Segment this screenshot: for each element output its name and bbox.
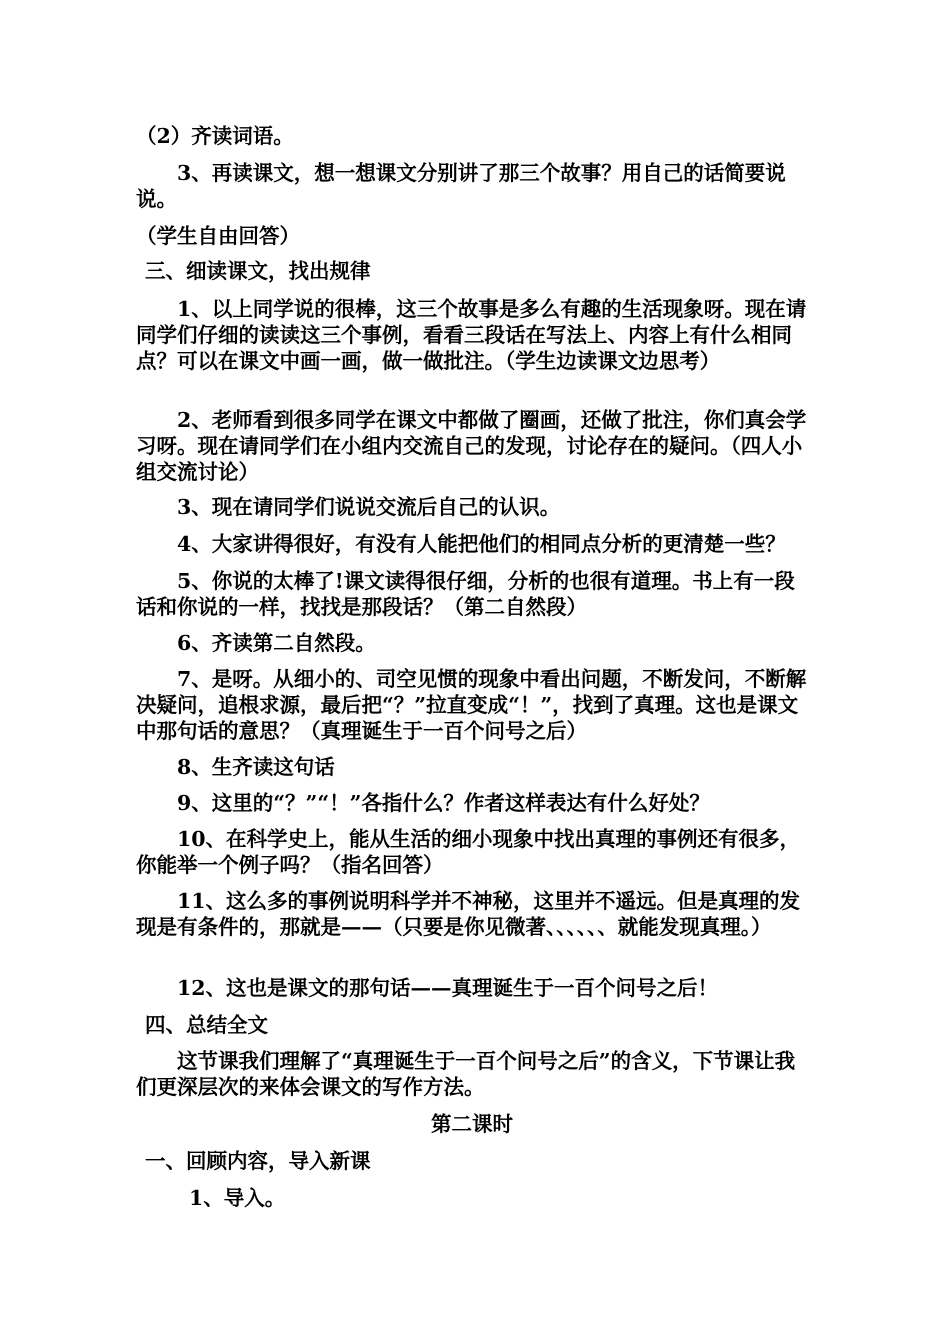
paragraph-intro: 1、导入。 xyxy=(189,1186,286,1210)
paragraph-step-6: 6、齐读第二自然段。 xyxy=(177,631,376,655)
paragraph-summary: 这节课我们理解了“真理诞生于一百个问号之后”的含义，下节课让我们更深层次的来体会课文的写作方法。 xyxy=(136,1049,796,1099)
paragraph-step-3: 3、现在请同学们说说交流后自己的认识。 xyxy=(177,495,561,519)
paragraph-step-2: 2、老师看到很多同学在课文中都做了圈画，还做了批注，你们真会学习呀。现在请同学们在小组内交流自己的发现，讨论存在的疑问。（四人小组交流讨论） xyxy=(136,408,807,484)
paragraph-step-8: 8、生齐读这句话 xyxy=(177,755,335,779)
paragraph-step-9: 9、这里的“？”“！”各指什么？作者这样表达有什么好处？ xyxy=(177,791,710,815)
section-heading-3: 三、细读课文，找出规律 xyxy=(145,259,371,283)
paragraph-recite-words: （2）齐读词语。 xyxy=(136,124,294,148)
paragraph-step-7: 7、是呀。从细小的、司空见惯的现象中看出问题，不断发问，不断解决疑问，追根求源，最后把“？”拉直变成“！”，找到了真理。这也是课文中那句话的意思？（真理诞生于一百个问号之后） xyxy=(136,667,807,743)
paragraph-step-1: 1、以上同学说的很棒，这三个故事是多么有趣的生活现象呀。现在请同学们仔细的读读这三个事例，看看三段话在写法上、内容上有什么相同点？可以在课文中画一画，做一做批注。（学生边读课文边思考） xyxy=(136,297,807,373)
paragraph-step-12: 12、这也是课文的那句话——真理诞生于一百个问号之后！ xyxy=(177,976,719,1000)
paragraph-step-5: 5、你说的太棒了!课文读得很仔细，分析的也很有道理。书上有一段话和你说的一样，找找是那段话？（第二自然段） xyxy=(136,569,795,619)
paragraph-step-11: 11、这么多的事例说明科学并不神秘，这里并不遥远。但是真理的发现是有条件的，那就是——（只要是你见微著、、、、、、就能发现真理。） xyxy=(136,889,801,939)
lesson-title: 第二课时 xyxy=(431,1112,513,1136)
paragraph-reread-text: 3、再读课文，想一想课文分别讲了那三个故事？用自己的话简要说说。 xyxy=(136,161,786,211)
section-heading-4: 四、总结全文 xyxy=(145,1013,268,1037)
paragraph-step-10: 10、在科学史上，能从生活的细小现象中找出真理的事例还有很多，你能举一个例子吗？（指名回答） xyxy=(136,827,801,877)
paragraph-student-answer: （学生自由回答） xyxy=(136,224,300,248)
section-heading-1: 一、回顾内容，导入新课 xyxy=(145,1149,371,1173)
paragraph-step-4: 4、大家讲得很好，有没有人能把他们的相同点分析的更清楚一些？ xyxy=(177,532,786,556)
